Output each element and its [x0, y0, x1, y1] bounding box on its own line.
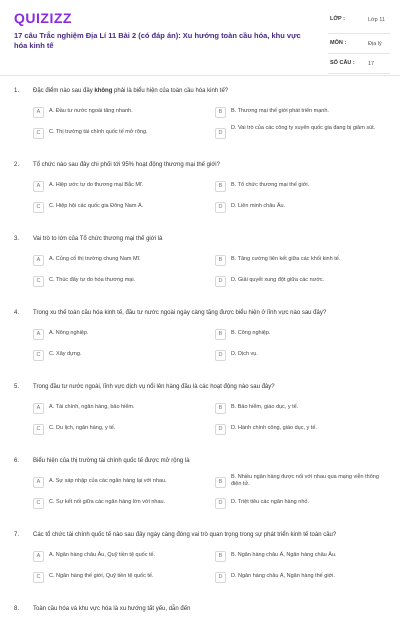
question-spacer — [0, 514, 400, 524]
answer-option-c[interactable] — [33, 125, 207, 143]
option-text: C. Xây dựng. — [49, 351, 82, 357]
option-text: B. Tổ chức thương mại thế giới. — [231, 182, 310, 188]
question-number: 4. — [14, 310, 20, 316]
option-letter-box: C — [33, 202, 44, 213]
question-spacer — [0, 366, 400, 376]
option-letter-box: C — [33, 276, 44, 287]
option-text: B. Công nghiệp. — [231, 330, 271, 336]
question-text-part: phải là biểu hiện của toàn cầu hóa kinh tế? — [112, 88, 229, 94]
option-text: A. Ngân hàng châu Âu, Quỹ tiền tệ quốc tế. — [49, 552, 156, 558]
quizizz-logo[interactable]: QUIZIZZ — [14, 10, 72, 26]
question-item — [0, 302, 400, 376]
question-spacer — [0, 440, 400, 450]
question-header — [0, 228, 400, 248]
question-text — [33, 236, 388, 242]
answer-option-d[interactable] — [215, 273, 389, 291]
meta-row-class — [328, 10, 390, 34]
option-text: D. Vai trò của các công ty xuyên quốc gia đang bị giảm sút. — [231, 125, 376, 131]
answer-option-c[interactable] — [33, 421, 207, 439]
quiz-title: 17 câu Trắc nghiệm Địa Lí 11 Bài 2 (có đáp án): Xu hướng toàn cầu hóa, khu vực hóa kinh tế — [14, 31, 301, 50]
question-item — [0, 228, 400, 302]
answer-option-d[interactable] — [215, 495, 389, 513]
answer-option-a[interactable] — [33, 400, 207, 418]
option-letter-box: C — [33, 424, 44, 435]
question-item — [0, 376, 400, 450]
answer-options — [0, 322, 400, 366]
answer-option-b[interactable] — [215, 252, 389, 270]
option-letter-box: A — [33, 477, 44, 488]
question-number: 6. — [14, 458, 20, 464]
answer-option-c[interactable] — [33, 273, 207, 291]
answer-option-b[interactable] — [215, 326, 389, 344]
question-text — [33, 162, 388, 168]
option-letter-box: D — [215, 498, 226, 509]
option-text: C. Sự kết nối giữa các ngân hàng lớn với nhau. — [49, 499, 166, 505]
answer-option-b[interactable] — [215, 178, 389, 196]
option-text: A. Hiệp ước tự do thương mại Bắc Mĩ. — [49, 182, 144, 188]
question-text-part: Trong đầu tư nước ngoài, lĩnh vực dịch vụ nổi lên hàng đầu là các hoạt động nào sau đây? — [33, 384, 275, 390]
question-text-part: Trong xu thế toàn cầu hóa kinh tế, đầu tư nước ngoài ngày càng tăng được biểu hiện ở lĩnh vực nào sau đây? — [33, 310, 327, 316]
question-text-part: Đặc điểm nào sau đây — [33, 88, 95, 94]
answer-options — [0, 544, 400, 588]
option-text: D. Giải quyết xung đột giữa các nước. — [231, 277, 325, 283]
option-text: B. Nhiều ngân hàng được nối với nhau qua mạng viễn thông điện tử. — [231, 474, 379, 487]
option-letter-box: A — [33, 403, 44, 414]
meta-value: 17 — [368, 61, 375, 67]
meta-value: Địa lý — [368, 41, 382, 47]
answer-options — [0, 174, 400, 218]
meta-panel — [328, 10, 390, 74]
meta-key: SỐ CÂU : — [330, 60, 355, 66]
option-text: B. Thương mại thế giới phát triển mạnh. — [231, 108, 329, 114]
answer-options — [0, 470, 400, 514]
option-letter-box: A — [33, 181, 44, 192]
question-number: 7. — [14, 532, 20, 538]
question-spacer — [0, 218, 400, 228]
worksheet-header — [0, 0, 400, 76]
option-letter-box: C — [33, 572, 44, 583]
option-letter-box: B — [215, 255, 226, 266]
option-letter-box: A — [33, 107, 44, 118]
option-letter-box: D — [215, 276, 226, 287]
question-spacer — [0, 144, 400, 154]
option-text: B. Tăng cường liên kết giữa các khối kinh tế. — [231, 256, 341, 262]
answer-options — [0, 100, 400, 144]
option-letter-box: C — [33, 350, 44, 361]
answer-option-a[interactable] — [33, 474, 207, 492]
option-letter-box: D — [215, 202, 226, 213]
question-number: 5. — [14, 384, 20, 390]
option-letter-box: A — [33, 329, 44, 340]
question-spacer — [0, 292, 400, 302]
answer-option-c[interactable] — [33, 199, 207, 217]
answer-option-a[interactable] — [33, 252, 207, 270]
option-text: A. Tài chính, ngân hàng, bảo hiểm. — [49, 404, 135, 410]
question-header — [0, 154, 400, 174]
answer-option-b[interactable] — [215, 548, 389, 566]
answer-option-b[interactable] — [215, 400, 389, 418]
option-letter-box: A — [33, 255, 44, 266]
option-text: D. Triệt tiêu các ngân hàng nhỏ. — [231, 499, 309, 505]
answer-option-a[interactable] — [33, 548, 207, 566]
option-text: C. Ngân hàng thế giới, Quỹ tiền tệ quốc tế. — [49, 573, 154, 579]
question-item — [0, 598, 400, 618]
question-text-part: Tổ chức nào sau đây chi phối tới 95% hoạt động thương mại thế giới? — [33, 162, 220, 168]
option-text: C. Du lịch, ngân hàng, y tế. — [49, 425, 116, 431]
option-letter-box: D — [215, 424, 226, 435]
option-letter-box: A — [33, 551, 44, 562]
answer-option-a[interactable] — [33, 326, 207, 344]
option-letter-box: B — [215, 181, 226, 192]
option-text: C. Hiệp hội các quốc gia Đông Nam Á. — [49, 203, 144, 209]
option-letter-box: B — [215, 477, 226, 488]
question-text — [33, 532, 388, 538]
question-text-emphasis: không — [94, 88, 113, 94]
question-text — [33, 310, 388, 316]
answer-option-d[interactable] — [215, 125, 389, 143]
question-number: 3. — [14, 236, 20, 242]
meta-row-subject — [328, 34, 390, 54]
question-item — [0, 80, 400, 154]
option-letter-box: C — [33, 498, 44, 509]
answer-option-b[interactable] — [215, 104, 389, 122]
question-header — [0, 302, 400, 322]
option-letter-box: D — [215, 128, 226, 139]
question-spacer — [0, 588, 400, 598]
option-text: C. Thị trường tài chính quốc tế mở rộng. — [49, 129, 148, 135]
option-text: B. Ngân hàng châu Á, Ngân hàng châu Âu. — [231, 552, 337, 558]
answer-option-a[interactable] — [33, 178, 207, 196]
option-text: D. Dịch vụ. — [231, 351, 258, 357]
question-text — [33, 606, 388, 612]
answer-options — [0, 248, 400, 292]
question-header — [0, 450, 400, 470]
answer-option-c[interactable] — [33, 569, 207, 587]
option-text: D. Ngân hàng châu Á, Ngân hàng thế giới. — [231, 573, 335, 579]
answer-option-d[interactable] — [215, 421, 389, 439]
question-text — [33, 88, 388, 94]
answer-option-c[interactable] — [33, 347, 207, 365]
question-header — [0, 598, 400, 618]
option-text: C. Thúc đẩy tự do hóa thương mại. — [49, 277, 136, 283]
question-header — [0, 524, 400, 544]
question-header — [0, 376, 400, 396]
question-item — [0, 524, 400, 598]
option-letter-box: D — [215, 572, 226, 583]
option-letter-box: B — [215, 403, 226, 414]
answer-option-d[interactable] — [215, 199, 389, 217]
option-text: A. Nông nghiệp. — [49, 330, 89, 336]
question-text — [33, 384, 388, 390]
question-list — [0, 80, 400, 618]
question-text-part: Toàn cầu hóa và khu vực hóa là xu hướng tất yếu, dẫn đến — [33, 606, 191, 612]
question-header — [0, 80, 400, 100]
option-letter-box: C — [33, 128, 44, 139]
meta-key: MÔN : — [330, 40, 347, 46]
question-text-part: Vai trò to lớn của Tổ chức thương mại thế giới là — [33, 236, 163, 242]
question-item — [0, 154, 400, 228]
answer-option-a[interactable] — [33, 104, 207, 122]
option-text: A. Củng cố thị trường chung Nam Mĩ. — [49, 256, 141, 262]
question-number: 1. — [14, 88, 20, 94]
answer-option-d[interactable] — [215, 347, 389, 365]
option-letter-box: B — [215, 107, 226, 118]
question-number: 2. — [14, 162, 20, 168]
meta-value: Lớp 11 — [368, 17, 385, 23]
answer-option-c[interactable] — [33, 495, 207, 513]
option-text: D. Liên minh châu Âu. — [231, 203, 286, 209]
option-letter-box: B — [215, 551, 226, 562]
option-letter-box: B — [215, 329, 226, 340]
answer-options — [0, 396, 400, 440]
meta-key: LỚP : — [330, 16, 345, 22]
question-text-part: Các tổ chức tài chính quốc tế nào sau đây ngày càng đóng vai trò quan trọng trong sự phát triển kinh tế toàn cầu? — [33, 532, 337, 538]
meta-row-count — [328, 54, 390, 74]
question-number: 8. — [14, 606, 20, 612]
answer-option-d[interactable] — [215, 569, 389, 587]
option-text: D. Hành chính công, giáo dục, y tế. — [231, 425, 317, 431]
option-text: B. Bảo hiểm, giáo dục, y tế. — [231, 404, 299, 410]
option-text: A. Đầu tư nước ngoài tăng nhanh. — [49, 108, 133, 114]
option-text: A. Sự sáp nhập của các ngân hàng lại với nhau. — [49, 478, 167, 484]
question-text — [33, 458, 388, 464]
question-text-part: Biểu hiện của thị trường tài chính quốc tế được mở rộng là — [33, 458, 190, 464]
option-letter-box: D — [215, 350, 226, 361]
question-item — [0, 450, 400, 524]
answer-option-b[interactable] — [215, 474, 389, 492]
